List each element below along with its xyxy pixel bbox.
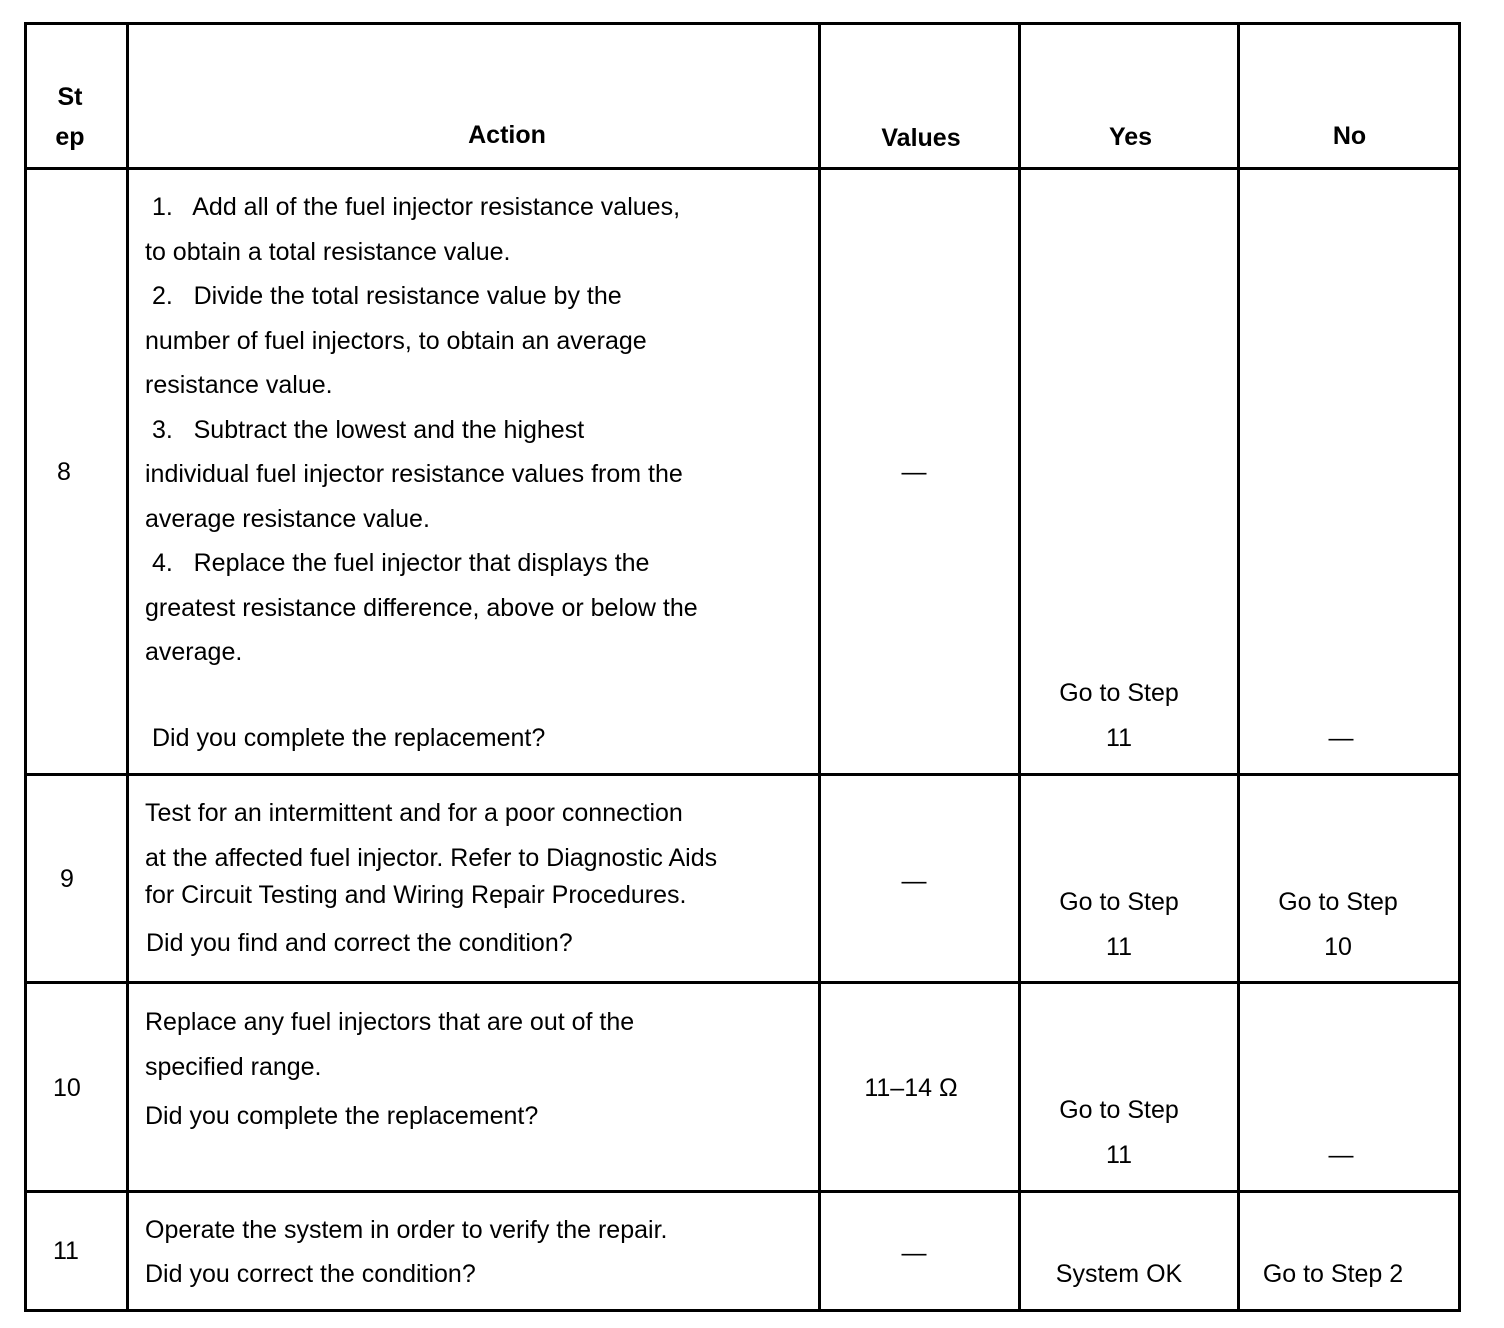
- action-line: 4. Replace the fuel injector that displays the: [145, 549, 650, 577]
- row-divider: [24, 1190, 1461, 1193]
- row-divider: [24, 981, 1461, 984]
- yes-line: 11: [1106, 932, 1132, 961]
- action-line: Operate the system in order to verify the repair.: [145, 1216, 668, 1244]
- yes-cell: [1021, 1088, 1217, 1177]
- header-no: No: [1332, 122, 1367, 150]
- action-line: 1. Add all of the fuel injector resistance values,: [145, 193, 681, 221]
- yes-line: Go to Step: [1059, 888, 1179, 916]
- yes-line: 11: [1106, 723, 1132, 752]
- header-action: Action: [468, 121, 546, 149]
- action-line: number of fuel injectors, to obtain an average: [145, 326, 647, 355]
- step-number: 9: [60, 865, 74, 893]
- action-line: 3. Subtract the lowest and the highest: [145, 415, 585, 444]
- action-question: Did you correct the condition?: [145, 1260, 476, 1288]
- column-divider: [1237, 22, 1240, 1312]
- value-cell: —: [901, 867, 927, 895]
- step-number: 8: [57, 458, 71, 486]
- action-text: [145, 1000, 634, 1089]
- header-yes: Yes: [1108, 123, 1153, 151]
- header-step-line: ep: [55, 123, 85, 151]
- column-divider: [126, 22, 129, 1312]
- action-line: Test for an intermittent and for a poor connection: [145, 799, 683, 827]
- action-line: average.: [145, 638, 243, 666]
- action-question: Did you complete the replacement?: [152, 724, 546, 752]
- header-step: [28, 77, 112, 157]
- row-divider: [24, 773, 1461, 776]
- action-question: Did you find and correct the condition?: [146, 929, 573, 957]
- row-divider: [24, 167, 1461, 170]
- yes-line: Go to Step: [1059, 1096, 1179, 1124]
- action-line: greatest resistance difference, above or below the: [145, 593, 698, 622]
- action-text: [145, 791, 717, 910]
- action-line: average resistance value.: [145, 504, 430, 533]
- yes-cell: [1021, 880, 1217, 969]
- no-line: Go to Step: [1278, 888, 1398, 916]
- no-cell: —: [1328, 1141, 1354, 1169]
- action-line: specified range.: [145, 1052, 322, 1081]
- action-line: to obtain a total resistance value.: [145, 237, 511, 266]
- action-text: [145, 1208, 667, 1253]
- value-cell: 11–14 Ω: [864, 1074, 958, 1102]
- value-cell: —: [901, 1239, 927, 1267]
- no-cell: —: [1328, 724, 1354, 752]
- no-cell: Go to Step 2: [1262, 1260, 1404, 1288]
- yes-cell: System OK: [1055, 1260, 1183, 1288]
- action-text: [145, 185, 698, 675]
- action-line: individual fuel injector resistance values from the: [145, 460, 683, 488]
- action-line: Replace any fuel injectors that are out of the: [145, 1008, 635, 1036]
- yes-cell: [1021, 671, 1217, 760]
- yes-line: 11: [1106, 1140, 1132, 1169]
- header-values: Values: [881, 124, 961, 152]
- action-question: Did you complete the replacement?: [145, 1102, 539, 1130]
- column-divider: [818, 22, 821, 1312]
- step-number: 11: [53, 1237, 79, 1265]
- no-line: 10: [1324, 932, 1352, 961]
- action-line: 2. Divide the total resistance value by the: [145, 282, 622, 310]
- value-cell: —: [901, 458, 927, 486]
- no-cell: [1240, 880, 1436, 969]
- action-line: at the affected fuel injector. Refer to Diagnostic Aids: [145, 843, 718, 872]
- yes-line: Go to Step: [1059, 679, 1179, 707]
- header-step-line: St: [57, 83, 83, 111]
- action-line: resistance value.: [145, 371, 333, 399]
- action-line: for Circuit Testing and Wiring Repair Procedures.: [145, 880, 687, 909]
- step-number: 10: [53, 1074, 81, 1102]
